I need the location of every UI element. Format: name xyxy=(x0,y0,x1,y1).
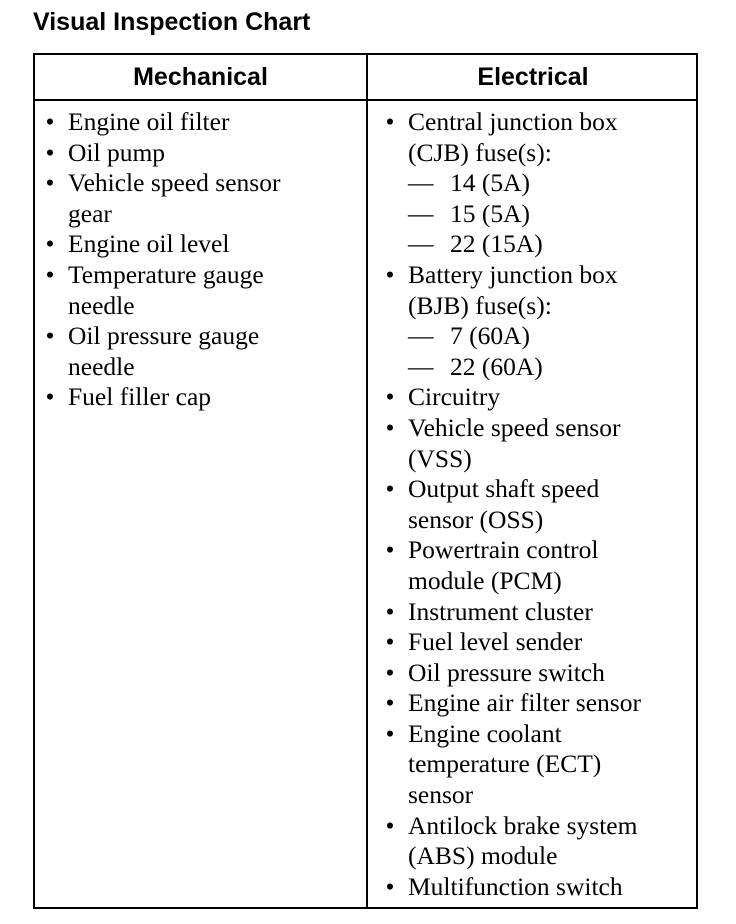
electrical-item-text: Battery junction box xyxy=(408,259,618,289)
bullet-icon: • xyxy=(45,107,55,136)
electrical-item-text: Oil pressure switch xyxy=(408,657,605,687)
mechanical-item xyxy=(40,260,360,321)
fuse-item xyxy=(408,199,695,230)
mechanical-column-header: Mechanical xyxy=(133,63,268,91)
electrical-item xyxy=(380,382,695,413)
mechanical-item-text: Vehicle speed sensor xyxy=(68,168,281,198)
electrical-item xyxy=(380,597,695,628)
electrical-item xyxy=(380,535,695,596)
electrical-item xyxy=(380,658,695,689)
mechanical-item-text: needle xyxy=(68,290,135,320)
mechanical-item-text: Temperature gauge xyxy=(68,259,264,289)
bullet-icon: • xyxy=(385,412,395,442)
fuse-label: 15 (5A) xyxy=(450,198,531,228)
bullet-icon: • xyxy=(385,474,395,504)
mechanical-item xyxy=(40,229,360,260)
electrical-item xyxy=(380,107,695,260)
header-divider xyxy=(35,99,696,101)
fuse-item xyxy=(408,229,695,260)
bullet-icon: • xyxy=(45,321,55,351)
bullet-icon: • xyxy=(385,718,395,748)
bullet-icon: • xyxy=(385,259,395,289)
electrical-item-text: Powertrain control xyxy=(408,535,599,565)
fuse-list xyxy=(408,168,695,260)
electrical-item-text: sensor (OSS) xyxy=(408,504,544,534)
fuse-label: 7 (60A) xyxy=(450,321,531,351)
mechanical-item xyxy=(40,138,360,169)
bullet-icon: • xyxy=(45,229,55,259)
electrical-item-text: module (PCM) xyxy=(408,565,562,595)
electrical-item xyxy=(380,413,695,474)
electrical-item-text: (ABS) module xyxy=(408,841,558,871)
electrical-item-text: Antilock brake system xyxy=(408,810,638,840)
electrical-item-text: Output shaft speed xyxy=(408,474,600,504)
fuse-item xyxy=(408,352,695,383)
bullet-icon: • xyxy=(385,657,395,687)
electrical-item xyxy=(380,260,695,382)
fuse-list xyxy=(408,321,695,382)
bullet-icon: • xyxy=(45,259,55,289)
column-divider xyxy=(366,55,368,907)
bullet-icon: • xyxy=(385,382,395,412)
electrical-item-list xyxy=(380,107,695,902)
fuse-label: 14 (5A) xyxy=(450,168,531,198)
bullet-icon: • xyxy=(45,137,55,167)
electrical-item-text: sensor xyxy=(408,780,474,810)
mechanical-item xyxy=(40,107,360,138)
electrical-column-header: Electrical xyxy=(477,63,589,91)
electrical-item-text: Multifunction switch xyxy=(408,871,623,901)
dash-icon: — xyxy=(408,168,434,198)
mechanical-item-text: Oil pressure gauge xyxy=(68,321,260,351)
bullet-icon: • xyxy=(385,871,395,901)
bullet-icon: • xyxy=(385,627,395,657)
mechanical-item xyxy=(40,168,360,229)
electrical-item xyxy=(380,811,695,872)
mechanical-item xyxy=(40,321,360,382)
dash-icon: — xyxy=(408,198,434,228)
electrical-item xyxy=(380,688,695,719)
electrical-item-text: Instrument cluster xyxy=(408,596,593,626)
mechanical-item-text: gear xyxy=(68,198,112,228)
mechanical-item-text: Engine oil filter xyxy=(68,107,230,136)
electrical-item-text: Vehicle speed sensor xyxy=(408,412,621,442)
mechanical-item-text: Fuel filler cap xyxy=(68,382,212,412)
electrical-item-text: temperature (ECT) xyxy=(408,749,602,779)
electrical-item xyxy=(380,474,695,535)
dash-icon: — xyxy=(408,351,434,381)
bullet-icon: • xyxy=(385,810,395,840)
fuse-item xyxy=(408,321,695,352)
electrical-item xyxy=(380,719,695,811)
bullet-icon: • xyxy=(385,688,395,718)
bullet-icon: • xyxy=(385,535,395,565)
electrical-item-text: (CJB) fuse(s): xyxy=(408,137,552,167)
electrical-item-text: Engine air filter sensor xyxy=(408,688,641,718)
dash-icon: — xyxy=(408,321,434,351)
mechanical-item-list xyxy=(40,107,360,413)
electrical-item-text: (VSS) xyxy=(408,443,472,473)
fuse-label: 22 (15A) xyxy=(450,229,543,259)
inspection-table xyxy=(33,53,698,909)
electrical-item-text: (BJB) fuse(s): xyxy=(408,290,552,320)
mechanical-item xyxy=(40,382,360,413)
electrical-item-text: Circuitry xyxy=(408,382,501,412)
electrical-item-text: Fuel level sender xyxy=(408,627,583,657)
mechanical-item-text: Engine oil level xyxy=(68,229,230,259)
bullet-icon: • xyxy=(45,382,55,412)
dash-icon: — xyxy=(408,229,434,259)
electrical-item-text: Central junction box xyxy=(408,107,618,136)
electrical-item xyxy=(380,627,695,658)
bullet-icon: • xyxy=(45,168,55,198)
electrical-item-text: Engine coolant xyxy=(408,718,562,748)
chart-title: Visual Inspection Chart xyxy=(33,8,311,36)
bullet-icon: • xyxy=(385,596,395,626)
fuse-item xyxy=(408,168,695,199)
bullet-icon: • xyxy=(385,107,395,136)
electrical-item xyxy=(380,872,695,903)
fuse-label: 22 (60A) xyxy=(450,351,543,381)
mechanical-item-text: needle xyxy=(68,351,135,381)
mechanical-item-text: Oil pump xyxy=(68,137,166,167)
